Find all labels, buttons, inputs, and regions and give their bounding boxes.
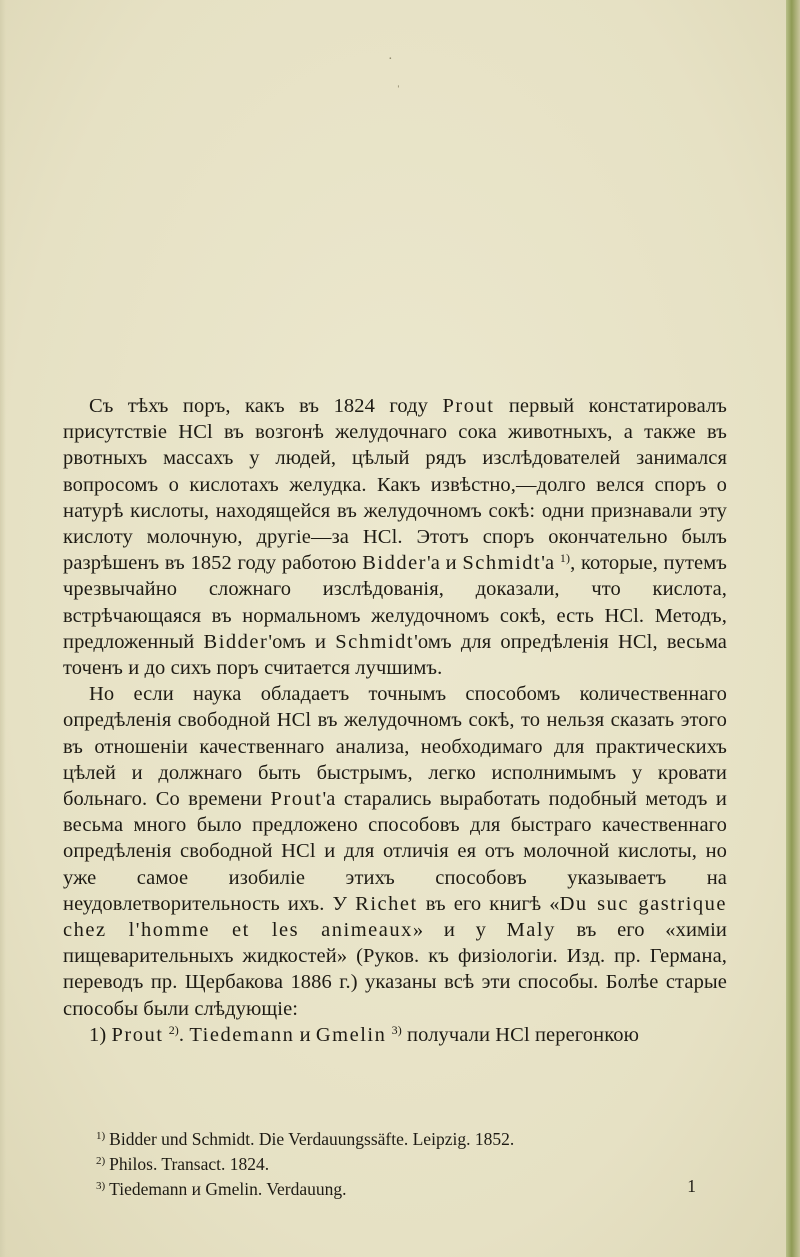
text-run: въ его «химіи пищеварительныхъ жидкостей» (Руков. къ физіологіи. Изд. пр. Германа, переводъ пр. Щербакова 1886 г.) указаны всѣ эти способы. Болѣе старые способы были слѣдующіе: — [63, 919, 727, 1020]
spaced-name: Schmidt — [462, 552, 542, 575]
text-run: Но если наука обладаетъ точнымъ способомъ количественнаго опредѣленія свободной HCl въ желудочномъ сокѣ, то нельзя сказать этого въ отношеніи качественнаго анализа, необходимаго для практическихъ цѣлей и должнаго быть быстрымъ, легко исполнимымъ у кровати больнаго. Со времени — [63, 683, 727, 811]
text-run: 'а и — [427, 552, 463, 575]
footnote-number: 1) — [96, 1130, 106, 1142]
footnotes — [96, 1125, 736, 1200]
spaced-name: Prout — [111, 1023, 164, 1046]
text-run: 'а — [541, 552, 560, 575]
scan-speck: · — [388, 52, 393, 67]
spaced-name: Schmidt — [335, 630, 415, 653]
paragraph-2 — [63, 681, 727, 1022]
spaced-name: Gmelin — [315, 1023, 387, 1046]
footnote-reference: 1) — [559, 551, 571, 566]
spaced-name: Maly — [506, 919, 556, 942]
footnote-text: Tiedemann и Gmelin. Verdauung. — [109, 1179, 347, 1199]
text-run: въ его книгѣ « — [417, 892, 560, 915]
spaced-name: Du suc gastrique chez l'homme et les animeaux — [63, 892, 727, 942]
footnote-reference: 3) — [391, 1022, 402, 1037]
text-run: » и у — [412, 919, 507, 942]
text-run: 1) — [89, 1023, 112, 1046]
text-run: 'а старались выработать подобный методъ и весьма много было предложено способовъ для быстраго качественнаго опредѣленія свободной HCl и для отличія ея отъ молочной кислоты, но уже самое изобиліе этихъ способовъ указываетъ на неудовлетворительность ихъ. У — [63, 788, 727, 915]
text-run: , которые, путемъ чрезвычайно сложнаго изслѣдованія, доказали, что кислота, встрѣчающаяся въ нормальномъ желудочномъ сокѣ, есть HCl. Методъ, предложенный — [63, 552, 727, 653]
footnote-text: Philos. Transact. 1824. — [109, 1154, 270, 1174]
spaced-name: Prout — [270, 788, 323, 811]
spaced-name: Prout — [442, 395, 495, 417]
text-run: первый констатировалъ присутствіе HCl въ возгонѣ желудочнаго сока животныхъ, а также въ рвотныхъ массахъ у людей, цѣлый рядъ изслѣдователей занимался вопросомъ о кислотахъ желудка. Какъ извѣстно,—долго велся споръ о натурѣ кислоты, находящейся въ желудочномъ сокѣ: одни признавали эту кислоту молочную, другіе—за HCl. Этотъ споръ окончательно былъ разрѣшенъ въ 1852 году работою — [63, 395, 727, 575]
spaced-name: Richet — [355, 892, 418, 915]
signature-mark: 1 — [687, 1176, 696, 1196]
footnote-text: Bidder und Schmidt. Die Verdauungssäfte. Leipzig. 1852. — [109, 1129, 515, 1149]
footnote-1 — [96, 1125, 736, 1150]
text-run: 'омъ и — [268, 630, 336, 653]
text-run: и — [294, 1023, 316, 1046]
footnote-number: 2) — [96, 1155, 106, 1167]
book-spine-edge — [786, 0, 800, 1257]
footnote-reference: 2) — [168, 1022, 179, 1037]
text-run: 'омъ для опредѣленія HCl, весьма точенъ и до сихъ поръ считается лучшимъ. — [63, 630, 728, 680]
spaced-name: Bidder — [203, 630, 269, 653]
spaced-name: Tiedemann — [189, 1023, 295, 1046]
paragraph-1 — [63, 393, 727, 681]
paragraph-3 — [63, 1022, 727, 1048]
main-text-block — [63, 393, 727, 1048]
footnote-number: 3) — [96, 1180, 106, 1192]
text-run: Съ тѣхъ поръ, какъ въ 1824 году — [89, 395, 443, 417]
text-run: получали HCl перегонкою — [401, 1023, 640, 1046]
page-left-shadow — [0, 0, 6, 1257]
spaced-name: Bidder — [362, 552, 428, 575]
footnote-2 — [96, 1150, 736, 1175]
text-run: . — [178, 1023, 190, 1046]
scan-speck: ˈ — [396, 84, 401, 99]
footnote-3 — [96, 1175, 736, 1200]
